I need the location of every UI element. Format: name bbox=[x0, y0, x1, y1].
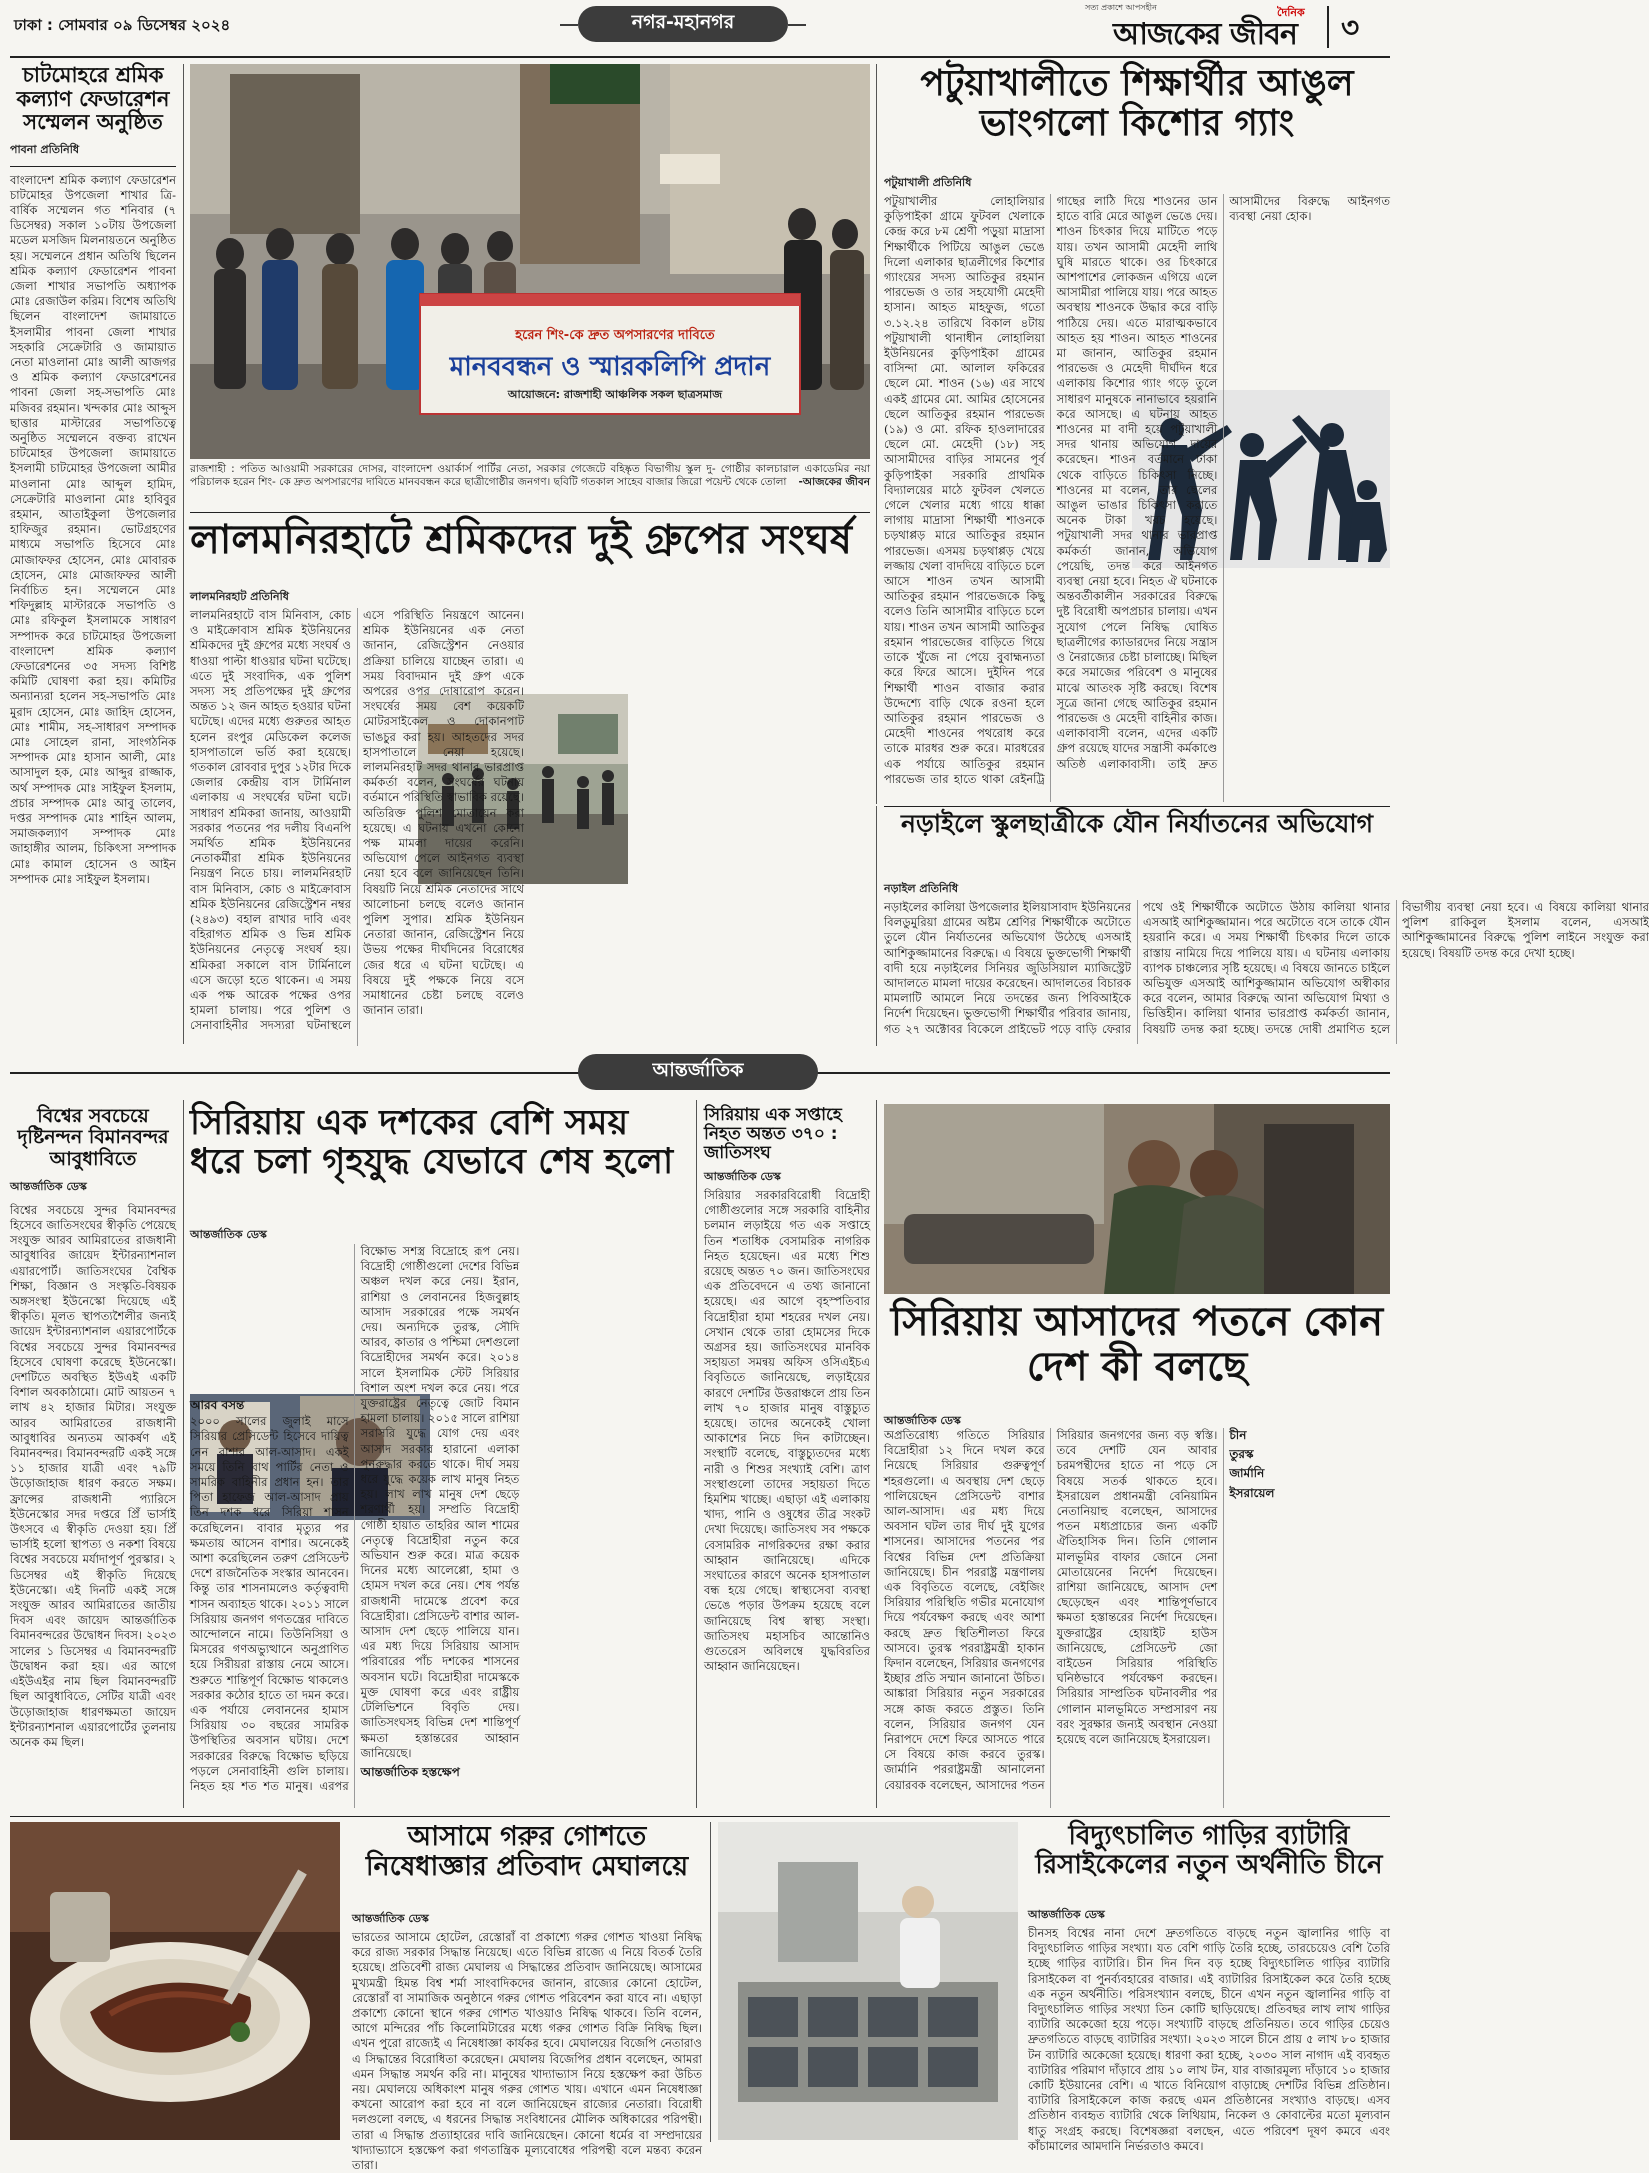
byline: পাবনা প্রতিনিধি bbox=[10, 142, 80, 156]
dateline: ঢাকা : সোমবার ০৯ ডিসেম্বর ২০২৪ bbox=[14, 16, 231, 34]
rally-photo bbox=[190, 64, 870, 459]
logo-separator bbox=[1327, 6, 1329, 48]
subhead: আন্তর্জাতিক হস্তক্ষেপ bbox=[360, 1764, 460, 1779]
syria-death-headline-box bbox=[704, 1106, 870, 1166]
banner-main-text: মানববন্ধন ও স্মারকলিপি প্রদান bbox=[449, 352, 771, 382]
byline: লালমনিরহাট প্রতিনিধি bbox=[190, 590, 289, 603]
headline: বিশ্বের সবচেয়ে দৃষ্টিনন্দন বিমানবন্দর আবুধাবিতে bbox=[17, 1105, 169, 1170]
section-label-international: আন্তর্জাতিক bbox=[578, 1054, 818, 1090]
article-chatmohar bbox=[10, 64, 176, 1044]
byline: আন্তর্জাতিক ডেস্ক bbox=[1028, 1908, 1105, 1921]
battery-factory-photo bbox=[718, 1822, 1018, 2140]
column-rule bbox=[876, 1100, 877, 1808]
article-body: চীনসহ বিশ্বের নানা দেশে দ্রুতগতিতে বাড়ছে নতুন জ্বালানির গাড়ি বা বিদ্যুৎচালিত গাড়ির সংখ্যা। যত বেশি গাড়ি তৈরি হচ্ছে, তারচেয়েও বেশি তৈরি হচ্ছে গাড়ির ব্যাটারি। চীন দিন দিন বড় হচ্ছে বিদ্যুৎচালিত গাড়ির ব্যাটারি রিসাইকেল বা পুনর্ব্যবহারের বাজার। এই ব্যাটারির রিসাইকেল করে তৈরি হচ্ছে এক নতুন অর্থনীতি। পরিসংখ্যান বলছে, চীনে এখন নতুন জ্বালানির গাড়ি বা বিদ্যুৎচালিত গাড়ির সংখ্যা তিন কোটি ছাড়িয়েছে। প্রতিবছর লাখ লাখ গাড়ির ব্যাটারি অকেজো হয়ে পড়ে। সংখ্যাটি বাড়ছে প্রতিনিয়ত। তবে গাড়ির চেয়েও দ্রুতগতিতে বাড়ছে ব্যাটারির সংখ্যা। ২০২৩ সালে চীনে প্রায় ৫ লাখ ৮০ হাজার টন ব্যাটারি অকেজো হয়েছে। ধারণা করা হচ্ছে, ২০৩০ সাল নাগাদ এই ব্যবহৃত ব্যাটারির পরিমাণ দাঁড়াবে প্রায় ১০ লাখ টন, যার বাজারমূল্য দাঁড়াবে ১০ হাজার কোটি ইউয়ানের বেশি। এ খাতে বিনিয়োগ বাড়াচ্ছে দেশটির বিভিন্ন প্রতিষ্ঠান। ব্যাটারি রিসাইকেলে কাজ করছে এমন প্রতিষ্ঠানের সংখ্যাও বাড়ছে। এসব প্রতিষ্ঠান ব্যবহৃত ব্যাটারি থেকে লিথিয়াম, নিকেল ও কোবাল্টের মতো মূল্যবান ধাতু সংগ্রহ করছে। বিশেষজ্ঞরা বলছেন, এতে পরিবেশ দূষণ কমবে এবং কাঁচামালের আমদানি নির্ভরতাও কমবে। bbox=[1028, 1926, 1390, 2153]
caption-text: রাজশাহী : পতিত আওয়ামী সরকারের দোসর, বাংলাদেশ ওয়ার্কার্স পার্টির নেতা, সরকার গেজেটে বহিষ্কৃত বিভাগীয় স্কুল দু- গোষ্ঠীর কালচারাল একাডেমির নয়া পরিচালক হরেন শিং- কে দ্রুত অপসারণের দাবিতে মানববন্ধন করে ছাত্রীগোষ্ঠীর জনগণ। ছবিটি গতকাল সাহেব বাজার জিরো পয়েন্ট থেকে তোলা bbox=[190, 463, 870, 488]
byline: পটুয়াখালী প্রতিনিধি bbox=[884, 176, 972, 189]
syria-street-photo bbox=[884, 1104, 1390, 1294]
headline: বিদ্যুৎচালিত গাড়ির ব্যাটারি রিসাইকেলের নতুন অর্থনীতি চীনে bbox=[1035, 1821, 1383, 1881]
column-rule bbox=[696, 1100, 697, 1808]
byline: নড়াইল প্রতিনিধি bbox=[884, 882, 958, 895]
column-rule bbox=[183, 64, 184, 1044]
section-rule-left bbox=[560, 24, 578, 26]
divider bbox=[10, 1816, 1390, 1817]
headline: আসামে গরুর গোশতে নিষেধাজ্ঞার প্রতিবাদ মেঘালয়ে bbox=[365, 1821, 689, 1883]
column-rule bbox=[876, 806, 877, 1046]
headline: সিরিয়ায় এক সপ্তাহে নিহত অন্তত ৩৭০ : জাতিসংঘ bbox=[704, 1105, 842, 1164]
lalmonirhat-headline-box bbox=[190, 518, 870, 584]
article-text: অপ্রতিরোধ্য গতিতে সিরিয়ার বিদ্রোহীরা ১২ দিনে দখল করে নিয়েছে সিরিয়ার গুরুত্বপূর্ণ শহরগুলো। এ অবস্থায় দেশ ছেড়ে পালিয়েছেন প্রেসিডেন্ট বাশার আল-আসাদ। এর মধ্য দিয়ে অবসান ঘটল তার দীর্ঘ দুই যুগের শাসনের। আসাদের পতনের পর বিশ্বের বিভিন্ন দেশ প্রতিক্রিয়া জানিয়েছে। চীন পররাষ্ট্র মন্ত্রণালয় এক বিবৃতিতে বলেছে, বেইজিং সিরিয়ার পরিস্থিতি গভীর মনোযোগ দিয়ে পর্যবেক্ষণ করছে এবং আশা করছে দ্রুত স্থিতিশীলতা ফিরে আসবে। তুরস্ক পররাষ্ট্রমন্ত্রী হাকান ফিদান বলেছেন, সিরিয়ার জনগণের ইচ্ছার প্রতি সম্মান জানানো উচিত। আঙ্কারা সিরিয়ার নতুন সরকারের সঙ্গে কাজ করতে প্রস্তুত। তিনি বলেন, সিরিয়ার জনগণ যেন নিরাপদে দেশে ফিরে আসতে পারে সে বিষয়ে কাজ করবে তুরস্ক। জার্মানি পররাষ্ট্রমন্ত্রী আনালেনা বেয়ারবক বলেছেন, আসাদের পতন সিরিয়ার জনগণের জন্য বড় স্বস্তি। তবে দেশটি যেন আবার চরমপন্থীদের হাতে না পড়ে সে বিষয়ে সতর্ক থাকতে হবে। ইসরায়েল প্রধানমন্ত্রী বেনিয়ামিন নেতানিয়াহু বলেছেন, আসাদের পতন মধ্যপ্রাচ্যের জন্য একটি ঐতিহাসিক দিন। তিনি গোলান মালভূমির বাফার জোনে সেনা মোতায়েনের নির্দেশ দিয়েছেন। রাশিয়া জানিয়েছে, আসাদ দেশ ছেড়েছেন এবং শান্তিপূর্ণভাবে ক্ষমতা হস্তান্তরের নির্দেশ দিয়েছেন। যুক্তরাষ্ট্রের হোয়াইট হাউস জানিয়েছে, প্রেসিডেন্ট জো বাইডেন সিরিয়ার পরিস্থিতি ঘনিষ্ঠভাবে পর্যবেক্ষণ করছেন। সিরিয়ার সাম্প্রতিক ঘটনাবলীর পর গোলান মালভূমিতে সম্প্রসারণ নয় বরং সুরক্ষার জন্যই অবস্থান নেওয়া হয়েছে বলে জানিয়েছে ইসরায়েল। bbox=[884, 1428, 1218, 1792]
masthead bbox=[0, 0, 1400, 60]
embracing-people-illustration bbox=[884, 1104, 1390, 1294]
narail-headline-box bbox=[884, 810, 1390, 876]
section-rule-right bbox=[788, 24, 806, 26]
photo-credit: -আজকের জীবন bbox=[798, 476, 870, 488]
page-number: ৩ bbox=[1341, 11, 1360, 44]
syria-civil-war-headline-box bbox=[190, 1104, 690, 1220]
subhead-china: চীন bbox=[1229, 1428, 1247, 1442]
steak-plate-illustration bbox=[10, 1822, 340, 2140]
newspaper-logo bbox=[1085, 2, 1385, 52]
article-body: বিশ্বের সবচেয়ে সুন্দর বিমানবন্দর হিসেবে জাতিসংঘের স্বীকৃতি পেয়েছে সংযুক্ত আরব আমিরাতের রাজধানী আবুধাবির জায়েদ ইন্টারন্যাশনাল এয়ারপোর্ট। জাতিসংঘের বৈশ্বিক শিক্ষা, বিজ্ঞান ও সংস্কৃতি-বিষয়ক অঙ্গসংস্থা ইউনেস্কো দিয়েছে এই স্বীকৃতি। মূলত স্থাপত্যশৈলীর জন্যই জায়েদ ইন্টারন্যাশনাল এয়ারপোর্টকে বিশ্বের সবচেয়ে সুন্দর বিমানবন্দর হিসেবে ঘোষণা করেছে ইউনেস্কো। দেশটিতে অবস্থিত ইউএই একটি বিশাল অবকাঠামো। মোট আয়তন ৭ লাখ ৪২ হাজার মিটার। সংযুক্ত আরব আমিরাতের রাজধানী আবুধাবির অন্যতম আকর্ষণ এই বিমানবন্দর। বিমানবন্দরটি একই সঙ্গে ১১ হাজার যাত্রী এবং ৭৯টি উড়োজাহাজ ধারণ করতে সক্ষম। ফ্রান্সের রাজধানী প্যারিসে ইউনেস্কোর সদর দপ্তরে প্রিঁ ভার্সাই উৎসবে এ স্বীকৃতি দেওয়া হয়। প্রিঁ ভার্সাই হলো স্থাপত্য ও নকশা বিষয়ে বিশ্বের সবচেয়ে মর্যাদাপূর্ণ পুরস্কার। ২ ডিসেম্বর এই স্বীকৃতি দিয়েছে ইউনেস্কো। এই দিনটি একই সঙ্গে সংযুক্ত আরব আমিরাতের জাতীয় দিবস এবং জায়েদ আন্তর্জাতিক বিমানবন্দরের উদ্বোধন দিবস। ২০২৩ সালের ১ ডিসেম্বর এ বিমানবন্দরটি উদ্বোধন করা হয়। এর আগে এইউএইর নাম ছিল বিমানবন্দরটি ছিল আবুধাবিতে, সেটির যাত্রী এবং উড়োজাহাজ ধারণক্ষমতা জায়েদ ইন্টারন্যাশনাল এয়ারপোর্টের তুলনায় অনেক কম ছিল। bbox=[10, 1202, 176, 1749]
headline: সিরিয়ায় এক দশকের বেশি সময় ধরে চলা গৃহযুদ্ধ যেভাবে শেষ হলো bbox=[190, 1103, 674, 1183]
photo-spacer bbox=[190, 1244, 349, 1394]
beef-dish-photo bbox=[10, 1822, 340, 2140]
subhead-israel: ইসরায়েল bbox=[1229, 1485, 1275, 1500]
article-text: ২০০০ সালের জুলাই মাসে সিরিয়ার প্রেসিডেন্ট হিসেবে দায়িত্ব নেন বাশার আল-আসাদ। একই সময়ে তিনি বাথ পার্টির নেতা ও সামরিক বাহিনীর প্রধান হন। তার পিতা হাফেজ আল-আসাদ প্রায় তিন দশক ধরে সিরিয়া শাসন করেছিলেন। বাবার মৃত্যুর পর ক্ষমতায় আসেন বাশার। অনেকেই আশা করেছিলেন তরুণ প্রেসিডেন্ট দেশে রাজনৈতিক সংস্কার আনবেন। কিন্তু তার শাসনামলেও কর্তৃত্ববাদী শাসন অব্যাহত থাকে। ২০১১ সালে সিরিয়ায় জনগণ গণতন্ত্রের দাবিতে আন্দোলনে নামে। তিউনিসিয়া ও মিসরের গণঅভ্যুত্থানে অনুপ্রাণিত হয়ে সিরীয়রা রাস্তায় নেমে আসে। শুরুতে শান্তিপূর্ণ বিক্ষোভ থাকলেও সরকার কঠোর হাতে তা দমন করে। এক পর্যায়ে লেবাননের হামাস সিরিয়ায় ৩০ বছরের সামরিক উপস্থিতির অবসান ঘটায়। দেশে সরকারের বিরুদ্ধে বিক্ষোভ ছড়িয়ে পড়লে সেনাবাহিনী গুলি চালায়। নিহত হয় শত শত মানুষ। এরপর বিক্ষোভ সশস্ত্র বিদ্রোহে রূপ নেয়। বিদ্রোহী গোষ্ঠীগুলো দেশের বিভিন্ন অঞ্চল দখল করে নেয়। ইরান, রাশিয়া ও লেবাননের হিজবুল্লাহ আসাদ সরকারের পক্ষে সমর্থন দেয়। অন্যদিকে তুরস্ক, সৌদি আরব, কাতার ও পশ্চিমা দেশগুলো বিদ্রোহীদের সমর্থন করে। ২০১৪ সালে ইসলামিক স্টেট সিরিয়ার বিশাল অংশ দখল করে নেয়। পরে যুক্তরাষ্ট্রের নেতৃত্বে জোট বিমান হামলা চালায়। ২০১৫ সালে রাশিয়া সরাসরি যুদ্ধে যোগ দেয় এবং আসাদ সরকার হারানো এলাকা পুনরুদ্ধার করতে থাকে। দীর্ঘ সময় ধরে যুদ্ধে কয়েক লাখ মানুষ নিহত হয়। লাখ লাখ মানুষ দেশ ছেড়ে শরণার্থী হয়। সম্প্রতি বিদ্রোহী গোষ্ঠী হায়াত তাহরির আল শামের নেতৃত্বে বিদ্রোহীরা নতুন করে অভিযান শুরু করে। মাত্র কয়েক দিনের মধ্যে আলেপ্পো, হামা ও হোমস দখল করে নেয়। শেষ পর্যন্ত রাজধানী দামেস্কে প্রবেশ করে বিদ্রোহীরা। প্রেসিডেন্ট বাশার আল-আসাদ দেশ ছেড়ে পালিয়ে যান। এর মধ্য দিয়ে সিরিয়ায় আসাদ পরিবারের পাঁচ দশকের শাসনের অবসান ঘটে। বিদ্রোহীরা দামেস্ককে মুক্ত ঘোষণা করে এবং রাষ্ট্রীয় টেলিভিশনে বিবৃতি দেয়। জাতিসংঘসহ বিভিন্ন দেশ শান্তিপূর্ণ ক্ষমতা হস্তান্তরের আহ্বান জানিয়েছে। bbox=[190, 1244, 520, 1794]
divider bbox=[884, 806, 1390, 807]
banner-organizer-text: আয়োজনে: রাজশাহী আঞ্চলিক সকল ছাত্রসমাজ bbox=[507, 388, 723, 401]
logo-daily: দৈনিক bbox=[1277, 6, 1305, 19]
column-rule bbox=[710, 1822, 711, 2142]
banner-top-text: হরেন শিং-কে দ্রুত অপসারণের দাবিতে bbox=[515, 328, 715, 343]
column-rule bbox=[183, 1100, 184, 1808]
headline: চাটমোহরে শ্রমিক কল্যাণ ফেডারেশন সম্মেলন অনুষ্ঠিত bbox=[16, 63, 170, 135]
masthead-rule bbox=[10, 56, 1390, 58]
article-body bbox=[884, 1428, 1390, 1808]
headline: নড়াইলে স্কুলছাত্রীকে যৌন নির্যাতনের অভিযোগ bbox=[901, 809, 1373, 838]
ev-battery-headline-box bbox=[1028, 1822, 1390, 1902]
factory-worker-illustration bbox=[718, 1822, 1018, 2140]
headline: পটুয়াখালীতে শিক্ষার্থীর আঙুল ভাংগলো কিশোর গ্যাং bbox=[920, 63, 1354, 145]
section-label: নগর-মহানগর bbox=[578, 6, 788, 42]
divider bbox=[190, 512, 870, 513]
column-rule bbox=[876, 64, 877, 804]
article-body: নড়াইলের কালিয়া উপজেলার ইলিয়াসাবাদ ইউনিয়নের বিলডুমুরিয়া গ্রামের অষ্টম শ্রেণির শিক্ষার্থীকে অটোতে তুলে যৌন নির্যাতনের অভিযোগ উঠেছে এসআই আশিকুজ্জামানের বিরুদ্ধে। এ বিষয়ে ভুক্তভোগী শিক্ষার্থী বাদী হয়ে নড়াইলের সিনিয়র জুডিসিয়াল ম্যাজিস্ট্রেট আদালতে মামলা দায়ের করেছেন। আদালতের বিচারক মামলাটি আমলে নিয়ে তদন্তের জন্য পিবিআইকে নির্দেশ দিয়েছেন। ভুক্তভোগী শিক্ষার্থীর পরিবার জানায়, গত ২৭ অক্টোবর বিকেলে প্রাইভেট পড়ে বাড়ি ফেরার পথে ওই শিক্ষার্থীকে অটোতে উঠায় কালিয়া থানার এসআই আশিকুজ্জামান। পরে অটোতে বসে তাকে যৌন হয়রানি করে। এ সময় শিক্ষার্থী চিৎকার দিলে তাকে রাস্তায় নামিয়ে দিয়ে পালিয়ে যায়। এ ঘটনায় এলাকায় ব্যাপক চাঞ্চল্যের সৃষ্টি হয়েছে। এ বিষয়ে জানতে চাইলে অভিযুক্ত এসআই আশিকুজ্জামান অভিযোগ অস্বীকার করে বলেন, আমার বিরুদ্ধে আনা অভিযোগ মিথ্যা ও ভিত্তিহীন। কালিয়া থানার ভারপ্রাপ্ত কর্মকর্তা জানান, বিষয়টি তদন্ত করা হচ্ছে। তদন্তে দোষী প্রমাণিত হলে বিভাগীয় ব্যবস্থা নেয়া হবে। এ বিষয়ে কালিয়া থানার পুলিশ রাকিবুল ইসলাম বলেন, এসআই আশিকুজ্জামানের বিরুদ্ধে পুলিশ লাইনে সংযুক্ত করা হয়েছে। বিষয়টি তদন্ত করে দেখা হচ্ছে। bbox=[884, 900, 1649, 1036]
headline: লালমনিরহাটে শ্রমিকদের দুই গ্রুপের সংঘর্ষ bbox=[190, 517, 852, 563]
byline: আন্তর্জাতিক ডেস্ক bbox=[190, 1228, 267, 1241]
article-body bbox=[190, 1244, 690, 1808]
patuakhali-headline-box bbox=[884, 64, 1390, 170]
byline: আন্তর্জাতিক ডেস্ক bbox=[884, 1414, 961, 1427]
article-body bbox=[190, 608, 870, 1046]
subhead-turkey: তুরস্ক bbox=[1229, 1447, 1254, 1462]
article-body: বাংলাদেশ শ্রমিক কল্যাণ ফেডারেশন চাটমোহর উপজেলা শাখার ত্রি-বার্ষিক সম্মেলন গত শনিবার (৭ ডিসেম্বর) সকাল ১০টায় উপজেলা মডেল মসজিদ মিলনায়তনে অনুষ্ঠিত হয়। সম্মেলনে প্রধান অতিথি ছিলেন শ্রমিক কল্যাণ ফেডারেশন পাবনা জেলা শাখার সভাপতি অধ্যাপক মোঃ রেজাউল করিম। বিশেষ অতিথি ছিলেন বাংলাদেশ জামায়াতে ইসলামীর পাবনা জেলা শাখার সহকারি সেক্রেটারি ও জামায়াত নেতা মাওলানা মোঃ আলী আজগর ও শ্রমিক কল্যাণ ফেডারেশনের পাবনা জেলা সহ-সভাপতি মোঃ মজিবর রহমান। খন্দকার মোঃ আব্দুস ছাত্তার মাস্টারের সভাপতিত্বে অনুষ্ঠিত সম্মেলনে বক্তব্য রাখেন চাটমোহর উপজেলা জামায়াতে ইসলামী চাটমোহর উপজেলা আমীর মাওলানা মোঃ আব্দুল হামিদ, সেক্রেটারি মাওলানা মোঃ হাবিবুর রহমান, আতাইকুলা উপজেলার হাফিজুর রহমান। ভোটগ্রহণের মাধ্যমে সভাপতি হিসেবে মোঃ মোজাফফর হোসেন, মোঃ মোবারক হোসেন, মোঃ মোজাফফর আলী নির্বাচিত হন। সম্মেলনে মোঃ শফিদুল্লাহ মাস্টারকে সভাপতি ও মোঃ রফিকুল ইসলামকে সাধারণ সম্পাদক করে চাটমোহর উপজেলা বাংলাদেশ শ্রমিক কল্যাণ ফেডারেশনের ৩৫ সদস্য বিশিষ্ট কমিটি ঘোষণা করা হয়। কমিটির অন্যান্যরা হলেন সহ-সভাপতি মোঃ মুরাদ হোসেন, মোঃ জাহিদ হোসেন, মোঃ শামীম, সহ-সাধারণ সম্পাদক মোঃ সোহেল রানা, সাংগঠনিক সম্পাদক মোঃ হাসান আলী, মোঃ আসাদুল হক, মোঃ আব্দুর রাজ্জাক, অর্থ সম্পাদক মোঃ সাইফুল ইসলাম, প্রচার সম্পাদক মোঃ আবু তালেব, দপ্তর সম্পাদক মোঃ শাহিন আলম, সমাজকল্যাণ সম্পাদক মোঃ জাহাঙ্গীর আলম, চিকিৎসা সম্পাদক মোঃ কামাল হোসেন ও আইন সম্পাদক মোঃ সাইফুল ইসলাম। bbox=[10, 172, 176, 886]
headline: সিরিয়ায় আসাদের পতনে কোন দেশ কী বলছে bbox=[890, 1299, 1384, 1390]
subhead: আরব বসন্ত bbox=[190, 1398, 245, 1412]
article-body: সিরিয়ার সরকারবিরোধী বিদ্রোহী গোষ্ঠীগুলোর সঙ্গে সরকারি বাহিনীর চলমান লড়াইয়ে গত এক সপ্তাহে তিন শতাধিক বেসামরিক নাগরিক নিহত হয়েছেন। এর মধ্যে শিশু রয়েছে অন্তত ৭০ জন। জাতিসংঘের এক প্রতিবেদনে এ তথ্য জানানো হয়েছে। এর আগে বৃহস্পতিবার বিদ্রোহীরা হামা শহরের দখল নেয়। সেখান থেকে তারা হোমসের দিকে অগ্রসর হয়। জাতিসংঘের মানবিক সহায়তা সমন্বয় অফিস ওসিএইচএ বিবৃতিতে জানিয়েছে, লড়াইয়ের কারণে দেশটির উত্তরাঞ্চলে প্রায় তিন লাখ ৭০ হাজার মানুষ বাস্তুচ্যুত হয়েছে। তাদের অনেকেই খোলা আকাশের নিচে দিন কাটাচ্ছেন। সংস্থাটি বলেছে, বাস্তুচ্যুতদের মধ্যে নারী ও শিশুর সংখ্যাই বেশি। ত্রাণ সংস্থাগুলো তাদের সহায়তা দিতে হিমশিম খাচ্ছে। এছাড়া এই এলাকায় খাদ্য, পানি ও ওষুধের তীব্র সংকট দেখা দিয়েছে। জাতিসংঘ সব পক্ষকে বেসামরিক নাগরিকদের রক্ষা করার আহ্বান জানিয়েছে। এদিকে সংঘাতের কারণে অনেক হাসপাতাল বন্ধ হয়ে গেছে। স্বাস্থ্যসেবা ব্যবস্থা ভেঙে পড়ার উপক্রম হয়েছে বলে জানিয়েছে বিশ্ব স্বাস্থ্য সংস্থা। জাতিসংঘ মহাসচিব আন্তোনিও গুতেরেস অবিলম্বে যুদ্ধবিরতির আহ্বান জানিয়েছেন। bbox=[704, 1188, 870, 1674]
syria-reactions-headline-box bbox=[884, 1300, 1390, 1404]
byline: আন্তর্জাতিক ডেস্ক bbox=[10, 1179, 87, 1193]
byline: আন্তর্জাতিক ডেস্ক bbox=[704, 1170, 781, 1183]
byline: আন্তর্জাতিক ডেস্ক bbox=[352, 1912, 429, 1925]
article-airport bbox=[10, 1106, 176, 1806]
article-body: পটুয়াখালীর লোহালিয়ার কুড়িপাইকা গ্রামে ফুটবল খেলাকে কেন্দ্র করে ৮ম শ্রেণী পড়ুয়া মাদ্রাসা শিক্ষার্থীকে পিটিয়ে আঙুল ভেঙে দিলো এলাকার ছাত্রলীগের কিশোর গ্যাংয়ের সদস্য আতিকুর রহমান পারভেজ ও তার সহযোগী মেহেদী হাসান। আহত মাহফুজ, গতো ৩.১২.২৪ তারিখে বিকাল ৪টায় পটুয়াখালী থানাধীন লোহালিয়া ইউনিয়নের কুড়িপাইকা গ্রামের বাসিন্দা মো. আলাল ফকিরের ছেলে মো. শাওন (১৬) এর সাথে একই গ্রামের মো. আমির হোসেনের ছেলে আতিকুর রহমান পারভেজ (১৯) ও মো. রফিক হাওলাদারের ছেলে মো. মেহেদী (১৮) সহ আসামীদের বাড়ির সামনের পূর্ব কুড়িপাইকা সরকারি প্রাথমিক বিদ্যালয়ের মাঠে ফুটবল খেলতে গেলে খেলার মধ্যে গায়ে ধাক্কা লাগায় মাদ্রাসা শিক্ষার্থী শাওনকে চড়থাপ্পড় মারে আতিকুর রহমান পারভেজ। এসময় চড়থাপ্পড় খেয়ে লজ্জায় খেলা বাদদিয়ে বাড়িতে চলে আসে শাওন তখন আসামী আতিকুর রহমান পারভেজকে কিছু বলেও তিনি আসামীর বাড়িতে চলে যায়। শাওন তখন আসামী আতিকুর রহমান পারভেজের বাড়িতে গিয়ে তাকে খুঁজে না পেয়ে বুবাহ্মন্যতা করে ফিরে আসে। দুইদিন পরে শিক্ষার্থী শাওন বাজার করার উদ্দেশ্যে বাড়ি থেকে রওনা হলে আতিকুর রহমান পারভেজ ও মেহেদী শাওনের পথরোধ করে তাকে মারধর শুরু করে। মারধরের এক পর্যায়ে আতিকুর রহমান পারভেজ তার হাতে থাকা রেইনট্রি গাছের লাঠি দিয়ে শাওনের ডান হাতে বারি মেরে আঙুল ভেঙে দেয়। শাওন চিৎকার দিয়ে মাটিতে পড়ে যায়। তখন আসামী মেহেদী লাথি ঘুষি মারতে থাকে। ওর চিৎকারে আশপাশের লোকজন এগিয়ে এলে আসামীরা পালিয়ে যায়। পরে আহত অবস্থায় শাওনকে উদ্ধার করে বাড়ি পাঠিয়ে দেয়। এতে মারাত্মকভাবে আহত হয় শাওন। আহত শাওনের মা জানান, আতিকুর রহমান পারভেজ ও মেহেদী দীর্ঘদিন ধরে এলাকায় কিশোর গ্যাং গড়ে তুলে সাধারণ মানুষকে নানাভাবে হয়রানি করে আসছে। এ ঘটনায় আহত শাওনের মা বাদী হয়ে পটুয়াখালী সদর থানায় অভিযোগ দায়ের করেছেন। শাওন বর্তমানে ঢাকা থেকে বাড়িতে চিকিৎসা নিচ্ছে। শাওনের মা বলেন, তার ছেলের আঙুল ভাঙার চিকিৎসা করাতে অনেক টাকা খরচ হয়েছে। পটুয়াখালী সদর থানার ভারপ্রাপ্ত কর্মকর্তা জানান, অভিযোগ পেয়েছি, তদন্ত করে আইনগত ব্যবস্থা নেয়া হবে। নিহত ঐ ঘটনাকে অন্তবর্তীকালীন সরকারের বিরুদ্ধে দুষ্ট বিরোধী অপপ্রচার চালায়। এখন সুযোগ পেলে নিষিদ্ধ ঘোষিত ছাত্রলীগের ক্যাডারদের নিয়ে সন্ত্রাস ও নৈরাজ্যের চেষ্টা চালাচ্ছে। মিছিল করে সমাজের পরিবেশ ও মানুষের মাঝে আতংক সৃষ্টি করছে। বিশেষ সূত্রে জানা গেছে আতিকুর রহমান পারভেজ ও মেহেদী বাহিনীর কাজ। এলাকাবাসী বলেন, এদের একটি গ্রুপ রয়েছে যাদের সন্ত্রাসী কর্মকাণ্ডে অতিষ্ঠ এলাকাবাসী। তাই দ্রুত আসামীদের বিরুদ্ধে আইনগত ব্যবস্থা নেয়া হোক। bbox=[884, 194, 1390, 786]
photo-caption bbox=[190, 463, 870, 507]
subhead-germany: জার্মানি bbox=[1229, 1466, 1265, 1481]
article-body: ভারতের আসামে হোটেল, রেস্তোরাঁ বা প্রকাশ্যে গরুর গোশত খাওয়া নিষিদ্ধ করে রাজ্য সরকার সিদ্ধান্ত নিয়েছে। এতে বিভিন্ন রাজ্যে এ নিয়ে বিতর্ক তৈরি হয়েছে। প্রতিবেশী রাজ্য মেঘালয় এ সিদ্ধান্তের প্রতিবাদ জানিয়েছে। আসামের মুখ্যমন্ত্রী হিমন্ত বিশ্ব শর্মা সাংবাদিকদের জানান, রাজ্যের কোনো হোটেল, রেস্তোরাঁ বা সামাজিক অনুষ্ঠানে গরুর গোশত পরিবেশন করা যাবে না। এছাড়া প্রকাশ্যে কোনো স্থানে গরুর গোশত খাওয়াও নিষিদ্ধ থাকবে। তিনি বলেন, আগে মন্দিরের পাঁচ কিলোমিটারের মধ্যে গরুর গোশত বিক্রি নিষিদ্ধ ছিল। এখন পুরো রাজ্যেই এ নিষেধাজ্ঞা কার্যকর হবে। মেঘালয়ের বিজেপি নেতারাও এ সিদ্ধান্তের বিরোধিতা করেছেন। মেঘালয় বিজেপির প্রধান বলেছেন, আমরা এমন সিদ্ধান্ত সমর্থন করি না। মানুষের খাদ্যাভ্যাস নিয়ে হস্তক্ষেপ করা উচিত নয়। মেঘালয়ে অধিকাংশ মানুষ গরুর গোশত খায়। এখানে এমন নিষেধাজ্ঞা কখনো আরোপ করা হবে না বলে জানিয়েছেন রাজ্যের নেতারা। বিরোধী দলগুলো বলছে, এ ধরনের সিদ্ধান্ত সংবিধানের মৌলিক অধিকারের পরিপন্থী। তারা এ সিদ্ধান্ত প্রত্যাহারের দাবি জানিয়েছেন। কোনো ধর্মের বা সম্প্রদায়ের খাদ্যাভ্যাসে হস্তক্ষেপ করা গণতান্ত্রিক মূল্যবোধের পরিপন্থী বলে মন্তব্য করেন তারা। bbox=[352, 1930, 702, 2173]
logo-tagline: সত্য প্রকাশে আপসহীন bbox=[1085, 3, 1157, 12]
assam-headline-box bbox=[352, 1822, 702, 1904]
logo-name: আজকের জীবন bbox=[1113, 17, 1297, 52]
article-text: লালমনিরহাটে বাস মিনিবাস, কোচ ও মাইক্রোবাস শ্রমিক ইউনিয়নের শ্রমিকদের দুই গ্রুপের মধ্যে সংঘর্ষ ও ধাওয়া পাল্টা ধাওয়ার ঘটনা ঘটেছে। এতে দুই সংবাদিক, এক পুলিশ সদস্য সহ প্রতিপক্ষের দুই গ্রুপের অন্তত ১২ জন আহত হওয়ার ঘটনা ঘটেছে। এদের মধ্যে গুরুতর আহত হলেন রংপুর মেডিকেল কলেজ হাসপাতালে ভর্তি করা হয়েছে। গতকাল রোববার দুপুর ১২টার দিকে জেলার কেন্দ্রীয় বাস টার্মিনাল এলাকায় এ সংঘর্ষের ঘটনা ঘটে। সাধারণ শ্রমিকরা জানায়, আওয়ামী সরকার পতনের পর দলীয় বিএনপি সমর্থিত শ্রমিক ইউনিয়নের নেতাকর্মীরা শ্রমিক ইউনিয়নের নিয়ন্ত্রণ নিতে চায়। লালমনিরহাট বাস মিনিবাস, কোচ ও মাইক্রোবাস শ্রমিক ইউনিয়নের রেজিস্ট্রেশন নম্বর (২৪৯৩) বহাল রাখার দাবি এবং বহিরাগত শ্রমিক ও ভিন্ন শ্রমিক ইউনিয়নের নেতৃত্বে সংঘর্ষ হয়। শ্রমিকরা সকালে বাস টার্মিনালে এসে জড়ো হতে থাকেন। এ সময় এক পক্ষ আরেক পক্ষের ওপর হামলা চালায়। পরে পুলিশ ও সেনাবাহিনীর সদস্যরা ঘটনাস্থলে এসে পরিস্থিতি নিয়ন্ত্রণে আনেন। শ্রমিক ইউনিয়নের এক নেতা জানান, রেজিস্ট্রেশন নেওয়ার প্রক্রিয়া চালিয়ে যাচ্ছেন তারা। এ সময় বিবাদমান দুই গ্রুপ একে অপরের ওপর দোষারোপ করেন। সংঘর্ষের সময় বেশ কয়েকটি মোটরসাইকেল ও দোকানপাট ভাঙচুর করা হয়। আহতদের সদর হাসপাতালে নেয়া হয়েছে। লালমনিরহাট সদর থানার ভারপ্রাপ্ত কর্মকর্তা বলেন, সংঘর্ষের ঘটনায় বর্তমানে পরিস্থিতি স্বাভাবিক রয়েছে। অতিরিক্ত পুলিশ মোতায়েন করা হয়েছে। এ ঘটনায় এখনো কোনো পক্ষ মামলা দায়ের করেনি। অভিযোগ পেলে আইনগত ব্যবস্থা নেয়া হবে বলে জানিয়েছেন তিনি। বিষয়টি নিয়ে শ্রমিক নেতাদের সাথে আলোচনা চলছে বলেও জানান পুলিশ সুপার। শ্রমিক ইউনিয়ন নেতারা জানান, রেজিস্ট্রেশন নিয়ে উভয় পক্ষের দীর্ঘদিনের বিরোধের জের ধরে এ ঘটনা ঘটেছে। এ বিষয়ে দুই পক্ষকে নিয়ে বসে সমাধানের চেষ্টা চলছে বলেও জানান তারা। bbox=[190, 608, 524, 1033]
divider bbox=[10, 166, 176, 167]
